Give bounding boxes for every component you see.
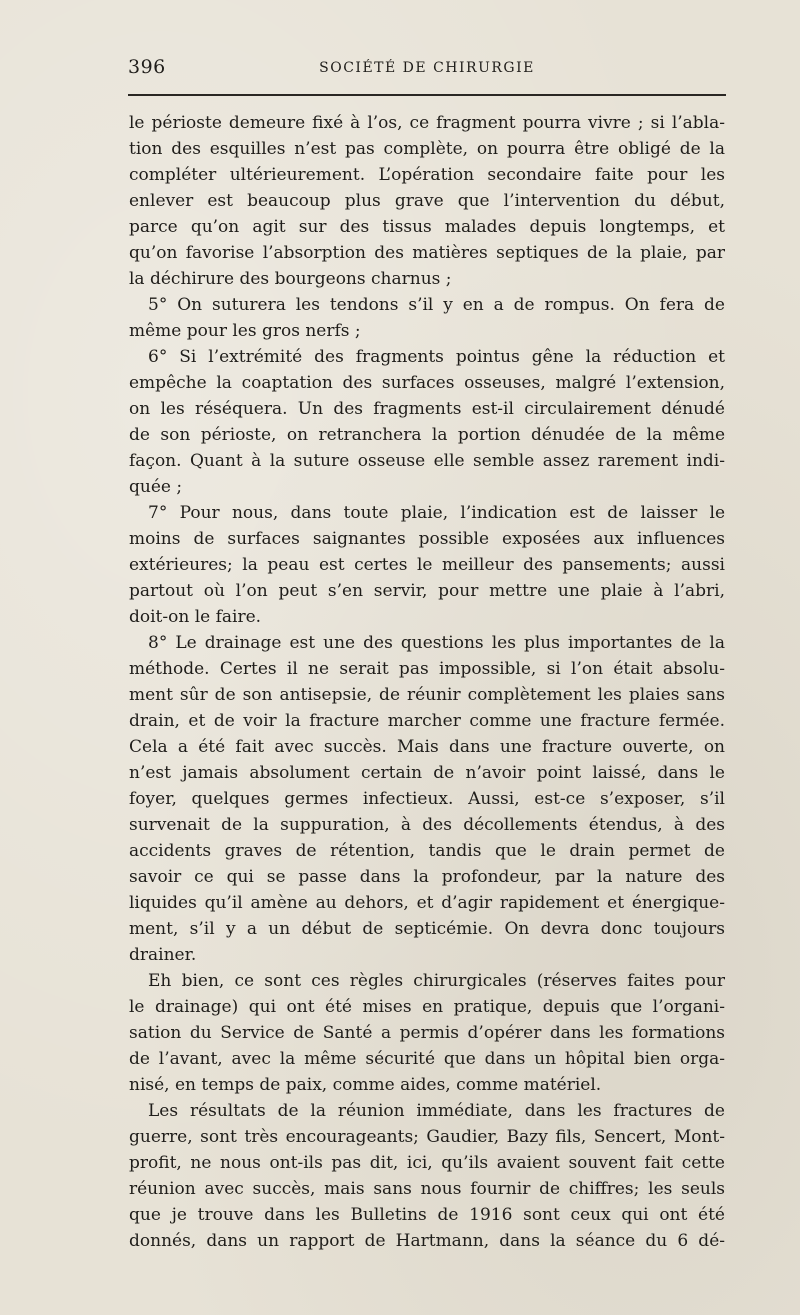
text-line: le drainage) qui ont été mises en pratique, depuis que l’organi- bbox=[129, 997, 725, 1017]
text-line: foyer, quelques germes infectieux. Aussi, est-ce s’exposer, s’il bbox=[129, 789, 725, 809]
header-rule bbox=[128, 94, 726, 96]
text-line: parce qu’on agit sur des tissus malades depuis longtemps, et bbox=[129, 217, 725, 237]
text-line: moins de surfaces saignantes possible exposées aux influences bbox=[129, 529, 725, 549]
text-line: guerre, sont très encourageants; Gaudier, Bazy fils, Sencert, Mont- bbox=[129, 1127, 725, 1147]
page-number: 396 bbox=[128, 56, 166, 78]
text-line: Les résultats de la réunion immédiate, dans les fractures de bbox=[148, 1101, 725, 1121]
text-line: liquides qu’il amène au dehors, et d’agir rapidement et énergique- bbox=[129, 893, 725, 913]
text-line: survenait de la suppuration, à des décollements étendus, à des bbox=[129, 815, 725, 835]
text-line: empêche la coaptation des surfaces osseuses, malgré l’extension, bbox=[129, 373, 725, 393]
text-line: compléter ultérieurement. L’opération secondaire faite pour les bbox=[129, 165, 725, 185]
text-line: drain, et de voir la fracture marcher comme une fracture fermée. bbox=[129, 711, 725, 731]
text-line: accidents graves de rétention, tandis que le drain permet de bbox=[129, 841, 725, 861]
text-line: ment, s’il y a un début de septicémie. On devra donc toujours bbox=[129, 919, 725, 939]
text-line: savoir ce qui se passe dans la profondeur, par la nature des bbox=[129, 867, 725, 887]
text-line: 5° On suturera les tendons s’il y en a de rompus. On fera de bbox=[148, 295, 725, 315]
text-line: la déchirure des bourgeons charnus ; bbox=[129, 269, 452, 289]
text-line: façon. Quant à la suture osseuse elle semble assez rarement indi- bbox=[129, 451, 725, 471]
text-line: ment sûr de son antisepsie, de réunir complètement les plaies sans bbox=[129, 685, 725, 705]
text-line: enlever est beaucoup plus grave que l’intervention du début, bbox=[129, 191, 725, 211]
text-line: extérieures; la peau est certes le meilleur des pansements; aussi bbox=[129, 555, 725, 575]
body-text bbox=[129, 110, 725, 1254]
text-line: même pour les gros nerfs ; bbox=[129, 321, 361, 341]
text-line: le périoste demeure fixé à l’os, ce fragment pourra vivre ; si l’abla- bbox=[129, 113, 725, 133]
text-line: nisé, en temps de paix, comme aides, comme matériel. bbox=[129, 1075, 602, 1095]
text-line: n’est jamais absolument certain de n’avoir point laissé, dans le bbox=[129, 763, 725, 783]
text-line: donnés, dans un rapport de Hartmann, dans la séance du 6 dé- bbox=[129, 1231, 725, 1251]
text-line: quée ; bbox=[129, 477, 183, 497]
text-line: drainer. bbox=[129, 945, 197, 965]
text-line: 7° Pour nous, dans toute plaie, l’indication est de laisser le bbox=[148, 503, 725, 523]
running-head: SOCIÉTÉ DE CHIRURGIE bbox=[319, 60, 535, 76]
text-line: Eh bien, ce sont ces règles chirurgicales (réserves faites pour bbox=[148, 971, 725, 991]
text-line: profit, ne nous ont-ils pas dit, ici, qu’ils avaient souvent fait cette bbox=[129, 1153, 725, 1173]
text-line: de l’avant, avec la même sécurité que dans un hôpital bien orga- bbox=[129, 1049, 725, 1069]
text-line: 8° Le drainage est une des questions les plus importantes de la bbox=[148, 633, 725, 653]
text-line: que je trouve dans les Bulletins de 1916 sont ceux qui ont été bbox=[129, 1205, 725, 1225]
text-line: on les réséquera. Un des fragments est-il circulairement dénudé bbox=[129, 399, 725, 419]
text-line: tion des esquilles n’est pas complète, on pourra être obligé de la bbox=[129, 139, 725, 159]
text-line: méthode. Certes il ne serait pas impossible, si l’on était absolu- bbox=[129, 659, 725, 679]
text-line: réunion avec succès, mais sans nous fournir de chiffres; les seuls bbox=[129, 1179, 725, 1199]
text-line: sation du Service de Santé a permis d’opérer dans les formations bbox=[129, 1023, 725, 1043]
text-line: de son périoste, on retranchera la portion dénudée de la même bbox=[129, 425, 725, 445]
text-line: qu’on favorise l’absorption des matières septiques de la plaie, par bbox=[129, 243, 725, 263]
text-line: 6° Si l’extrémité des fragments pointus gêne la réduction et bbox=[148, 347, 725, 367]
page-header bbox=[128, 56, 726, 82]
text-line: Cela a été fait avec succès. Mais dans une fracture ouverte, on bbox=[129, 737, 725, 757]
text-line: doit-on le faire. bbox=[129, 607, 262, 627]
text-line: partout où l’on peut s’en servir, pour mettre une plaie à l’abri, bbox=[129, 581, 725, 601]
